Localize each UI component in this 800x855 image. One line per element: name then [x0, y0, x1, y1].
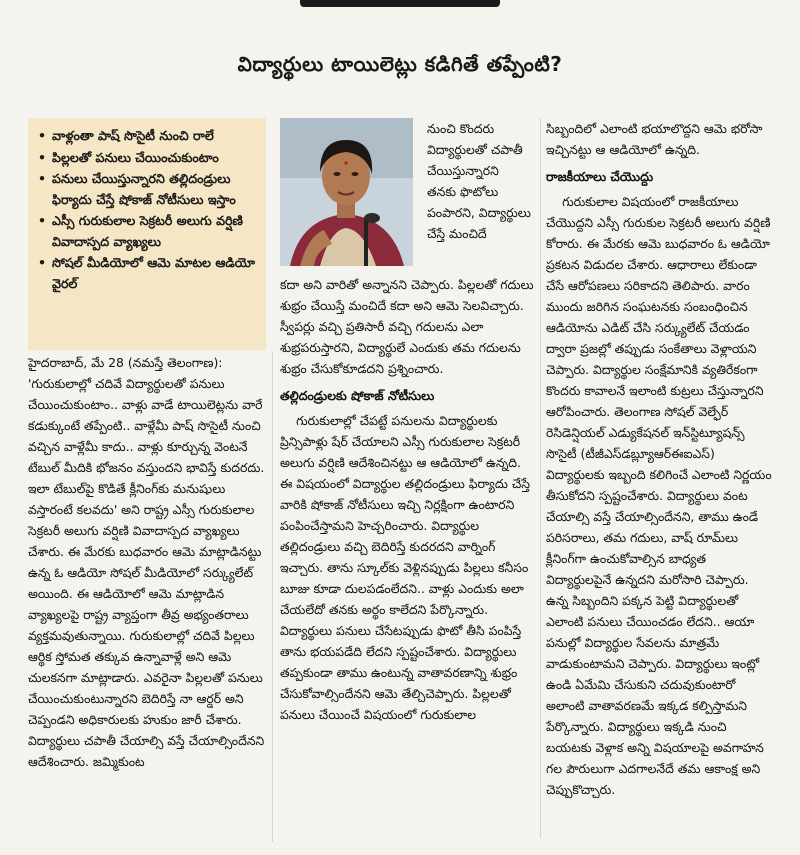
- article-paragraph: నుంచి కొందరు విద్యార్థులతో చపాతీ చేయిస్తున్నారని తనకు ఫొటోలు పంపారని, విద్యార్థులు చేస్తే మంచిదే: [427, 121, 531, 241]
- column-divider: [272, 352, 273, 842]
- article-paragraph: 'గురుకులాల్లో చదివే విద్యార్థులతో పనులు చేయించుకుంటాం.. వాళ్లు వాడే టాయిలెట్లను వారే కడుక్కుంటే తప్పేంటి.. వాళ్లేమీ పాష్ సొసైటీ నుంచి వచ్చిన వాళ్లేమీ కాదు.. వాళ్లు కూర్చున్న వెంటనే టేబుల్ మీదికి భోజనం వస్తుందని భావిస్తే కుదరదు. ఇలా టేబుల్‌పై కొడితే క్లీనింగ్‌కు మనుషులు వస్తారంటే కలవదు' అని రాష్ట్ర ఎస్సీ గురుకులాల సెక్రటరీ అలుగు వర్షిణి వివాదాస్పద వ్యాఖ్యలు చేశారు. ఈ మేరకు బుధవారం ఆమె మాట్లాడినట్టు ఉన్న ఓ ఆడియో సోషల్ మీడియోలో సర్క్యులేట్ అయింది. ఈ ఆడియోలో ఆమె మాట్లాడిన వ్యాఖ్యలపై రాష్ట్ర వ్యాప్తంగా తీవ్ర అభ్యంతరాలు వ్యక్తమవుతున్నాయి. గురుకులాల్లో చదివే పిల్లలు ఆర్థిక స్తోమత తక్కువ ఉన్నావాళ్లే అని ఆమె చులకనగా మాట్లాడారు. ఎవరైనా పిల్లలతో పనులు చేయించుకుంటున్నారని బెదిరిస్తే నా ఆర్డర్ అని చెప్పండని అధికారులకు హుకుం జారీ చేశారు. విద్యార్థులు చపాతీ చేయాల్సి వస్తే చేయాల్సిందేనని ఆదేశించారు. జమ్మికుంట: [28, 376, 265, 769]
- subheading: తల్లిదండ్రులకు షోకాజ్ నోటీసులు: [280, 388, 435, 403]
- subheading: రాజకీయాలు చేయొద్దు: [546, 169, 654, 184]
- highlight-item: • సోషల్ మీడియోలో ఆమె మాటల ఆడియో వైరల్: [38, 253, 258, 294]
- article-column-2-beside-photo: [427, 118, 531, 244]
- article-column-3: [546, 118, 774, 800]
- article-column-1: [28, 352, 270, 772]
- section-header-bar: [300, 0, 500, 7]
- portrait-illustration: [280, 118, 413, 266]
- article-paragraph: గురుకులాల విషయంలో రాజకీయాలు చేయొద్దని ఎస్సీ గురుకుల సెక్రటరీ అలుగు వర్షిణి కోరారు. ఈ మేరకు ఆమె బుధవారం ఓ ఆడియో ప్రకటన విడుదల చేశారు. ఆధారాలు లేకుండా చేసే ఆరోపణలు సరికాదని తెలిపారు. వారం ముందు జరిగిన సంఘటనకు సంబంధించిన ఆడియోను ఎడిట్ చేసి సర్క్యులేట్ చేయడం ద్వారా ప్రజల్లో తప్పుడు సంకేతాలు వెళ్లాయని చెప్పారు. విద్యార్థుల సంక్షేమానికి వ్యతిరేకంగా కొందరు కావాలనే ఇలాంటి కుట్రలు చేస్తున్నారని ఆరోపించారు. తెలంగాణ సోషల్ వెల్ఫేర్ రెసిడెన్షియల్ ఎడ్యుకేషనల్ ఇన్‌స్టిట్యూషన్స్ సొసైటీ (టీజీఎస్‌డబ్ల్యూఆర్‌ఈఐఎస్) విద్యార్థులకు ఇబ్బంది కలిగించే ఎలాంటి నిర్ణయం తీసుకోదని స్పష్టంచేశారు. విద్యార్థులు వంట చేయాల్సి వస్తే చేయాల్సిందేనని, తాము ఉండే పరిసరాలు, తమ గదులు, వాష్ రూమ్‌లు క్లీనింగ్‌గా ఉంచుకోవాల్సిన బాధ్యత విద్యార్థులపైనే ఉన్నదని మరోసారి చెప్పారు. ఉన్న సిబ్బందిని పక్కన పెట్టి విద్యార్థులతో ఎలాంటి పనులు చేయించడం లేదని.. ఆయా పనుల్లో విద్యార్థుల సేవలను మాత్రమే వాడుకుంటామని చెప్పారు. విద్యార్థులు ఇంట్లో ఉండి ఏమేమి చేసుకుని చదువుకుంటారో అలాంటి వాతావరణమే ఇక్కడ కల్పిస్తామని పేర్కొన్నారు. విద్యార్థులు ఇక్కడి నుంచి బయటకు వెళ్లాక అన్ని విషయాలపై అవగాహన గల పౌరులుగా ఎదగాలనేదే తమ ఆకాంక్ష అని చెప్పుకొచ్చారు.: [546, 194, 772, 797]
- article-paragraph: గురుకులాల్లో చేపట్టే పనులను విద్యార్థులకు ప్రిన్సిపాళ్లు షేర్ చేయాలని ఎస్సీ గురుకులాల సెక్రటరీ అలుగు వర్షిణి ఆదేశించినట్టు ఆ ఆడియోలో ఉన్నది. ఈ విషయంలో విద్యార్థుల తల్లిదండ్రులు ఫిర్యాదు చేస్తే వారికి షోకాజ్ నోటీసులు ఇచ్చి నిర్లక్షింగా ఉంటారని పంపించేస్తామని హెచ్చరించారు. విద్యార్థుల తల్లిదండ్రులు వచ్చి బెదిరిస్తే కుదరదని వార్నింగ్ ఇచ్చారు. తాను స్కూల్‌కు వెళ్లినప్పుడు పిల్లలు కనీసం బూజు కూడా దులపడంలేదని.. వాళ్లు ఎందుకు అలా చేయలేదో తనకు అర్థం కాలేదని పేర్కొన్నారు. విద్యార్థులు పనులు చేసేటప్పుడు ఫొటో తీసి పంపిస్తే తాను భయపడేది లేదని స్పష్టంచేశారు. విద్యార్థులు తప్పకుండా తాము ఉంటున్న వాతావరణాన్ని శుభ్రం చేసుకోవాల్సిందేనని ఆమె తేల్చిచెప్పారు. పిల్లలతో పనులు చేయించే విషయంలో గురుకులాల: [280, 413, 530, 722]
- highlights-box: [28, 118, 266, 350]
- article-column-2: [280, 274, 536, 725]
- highlight-item: • వాళ్లంతా పాష్ సొసైటీ నుంచి రాలే: [38, 126, 258, 147]
- column-divider: [540, 118, 541, 838]
- portrait-photo: [280, 118, 413, 266]
- article-paragraph: కదా అని వారితో అన్నానని చెప్పారు. పిల్లలతో గదులు శుభ్రం చేయిస్తే మంచిదే కదా అని ఆమె సెలవిచ్చారు. స్వీపర్లు వచ్చి ప్రతిసారీ వచ్చి గదులను ఎలా శుభ్రపరుస్తారని, విద్యార్థులే ఎందుకు తమ గదులను శుభ్రం చేసుకోకూడదని ప్రశ్నించారు.: [280, 277, 534, 376]
- headline: విద్యార్థులు టాయిలెట్లు కడిగితే తప్పేంటి?: [237, 52, 563, 76]
- page-top-strip: [0, 0, 800, 10]
- highlight-item: • పనులు చేయిస్తున్నారని తల్లిదండ్రులు ఫిర్యాదు చేస్తే షోకాజ్ నోటీసులు ఇస్తాం: [38, 169, 258, 210]
- highlight-item: • ఎస్సీ గురుకులాల సెక్రటరీ అలుగు వర్షిణి వివాదాస్పద వ్యాఖ్యలు: [38, 211, 258, 252]
- highlight-item: • పిల్లలతో పనులు చేయించుకుంటాం: [38, 148, 258, 169]
- article-paragraph: సిబ్బందిలో ఎలాంటి భయాలొద్దని ఆమె భరోసా ఇచ్చినట్టు ఆ ఆడియోలో ఉన్నది.: [546, 121, 763, 157]
- dateline: హైదరాబాద్, మే 28 (నమస్తే తెలంగాణ):: [28, 355, 223, 370]
